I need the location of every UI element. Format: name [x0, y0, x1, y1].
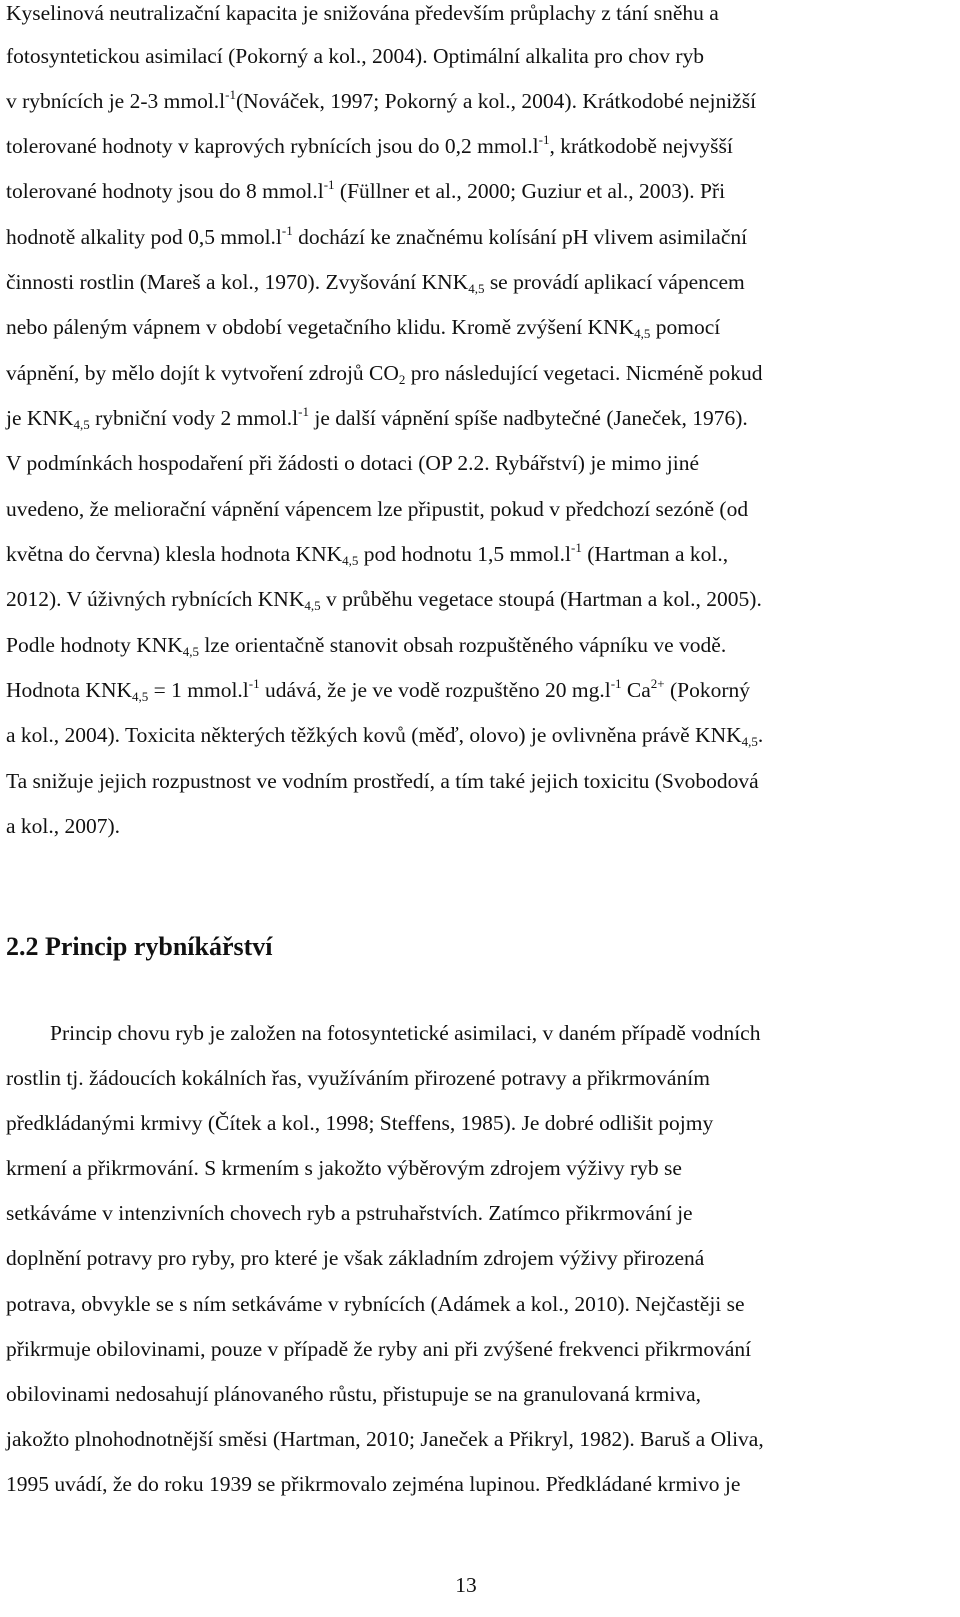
- text-line: rostlin tj. žádoucích kokálních řas, využíváním přirozené potravy a přikrmováním: [6, 1066, 710, 1090]
- text-line: obilovinami nedosahují plánovaného růstu, přistupuje se na granulovaná krmiva,: [6, 1382, 702, 1406]
- text-line: a kol., 2004). Toxicita některých těžkých kovů (měď, olovo) je ovlivněna právě $KNK_{4,5}$.: [6, 723, 764, 749]
- text-line: Princip chovu ryb je založen na fotosyntetické asimilaci, v daném případě vodních: [50, 1021, 761, 1045]
- text-line: tolerované hodnoty jsou do 8 $mmol.l^{-1}$ (Füllner et al., 2000; Guziur et al., 2003). Při: [6, 177, 726, 203]
- text-line: je $KNK_{4,5}$ rybniční vody 2 $mmol.l^{-1}$ je další vápnění spíše nadbytečné (Janeček, 1976).: [6, 404, 748, 432]
- text-line: uvedeno, že meliorační vápnění vápencem lze připustit, pokud v předchozí sezóně (od: [6, 497, 749, 521]
- text-line: Podle hodnoty $KNK_{4,5}$ lze orientačně stanovit obsah rozpuštěného vápníku ve vodě.: [6, 633, 727, 659]
- text-line: V podmínkách hospodaření při žádosti o dotaci (OP 2.2. Rybářství) je mimo jiné: [6, 451, 699, 475]
- text-line: jakožto plnohodnotnější směsi (Hartman, 2010; Janeček a Přikryl, 1982). Baruš a Oliva,: [6, 1427, 764, 1451]
- text-line: fotosyntetickou asimilací (Pokorný a kol., 2004). Optimální alkalita pro chov ryb: [6, 44, 705, 68]
- text-line: setkáváme v intenzivních chovech ryb a pstruhařstvích. Zatímco přikrmování je: [6, 1201, 693, 1225]
- text-line: a kol., 2007).: [6, 814, 121, 838]
- text-line: přikrmuje obilovinami, pouze v případě že ryby ani při zvýšené frekvenci přikrmování: [6, 1337, 752, 1361]
- text-line: činnosti rostlin (Mareš a kol., 1970). Zvyšování $KNK_{4,5}$ se provádí aplikací vápencem: [6, 270, 745, 296]
- text-line: potrava, obvykle se s ním setkáváme v rybnících (Adámek a kol., 2010). Nejčastěji se: [6, 1292, 745, 1316]
- text-line: 2012). V úživných rybnících $KNK_{4,5}$ v průběhu vegetace stoupá (Hartman a kol., 2005).: [6, 587, 762, 613]
- text-line: předkládanými krmivy (Čítek a kol., 1998; Steffens, 1985). Je dobré odlišit pojmy: [6, 1111, 714, 1135]
- text-line: vápnění, by mělo dojít k vytvoření zdrojů $CO_2$ pro následující vegetaci. Nicméně pokud: [6, 361, 763, 387]
- text-line: května do června) klesla hodnota $KNK_{4,5}$ pod hodnotu 1,5 $mmol.l^{-1}$ (Hartman a kol.,: [6, 540, 729, 568]
- text-line: v rybnících je 2-3 $mmol.l^{-1}(Nováček$, 1997; Pokorný a kol., 2004). Krátkodobé nejnižší: [6, 87, 757, 113]
- text-line: doplnění potravy pro ryby, pro které je však základním zdrojem výživy přirozená: [6, 1246, 705, 1270]
- page-number: 13: [455, 1573, 477, 1597]
- text-line: hodnotě alkality pod 0,5 $mmol.l^{-1}$ dochází ke značnému kolísání pH vlivem asimilační: [6, 223, 748, 249]
- text-line: tolerované hodnoty v kaprových rybnících jsou do 0,2 $mmol.l^{-1}$, krátkodobě nejvyšší: [6, 132, 733, 158]
- text-line: Hodnota $KNK_{4,5} = 1$ $mmol.l^{-1}$ udává, že je ve vodě rozpuštěno 20 $mg.l^{-1}$ $Ca^{2+}$ (Pokorný: [6, 676, 751, 704]
- text-line: Kyselinová neutralizační kapacita je snižována především průplachy z tání sněhu a: [6, 1, 719, 25]
- text-line: Ta snižuje jejich rozpustnost ve vodním prostředí, a tím také jejich toxicitu (Svobodová: [6, 769, 759, 793]
- text-line: krmení a přikrmování. S krmením s jakožto výběrovým zdrojem výživy ryb se: [6, 1156, 682, 1180]
- section-heading: 2.2 Princip rybníkářství: [6, 932, 273, 961]
- text-line: nebo páleným vápnem v období vegetačního klidu. Kromě zvýšení $KNK_{4,5}$ pomocí: [6, 315, 721, 341]
- text-line: 1995 uvádí, že do roku 1939 se přikrmovalo zejména lupinou. Předkládané krmivo je: [6, 1472, 741, 1496]
